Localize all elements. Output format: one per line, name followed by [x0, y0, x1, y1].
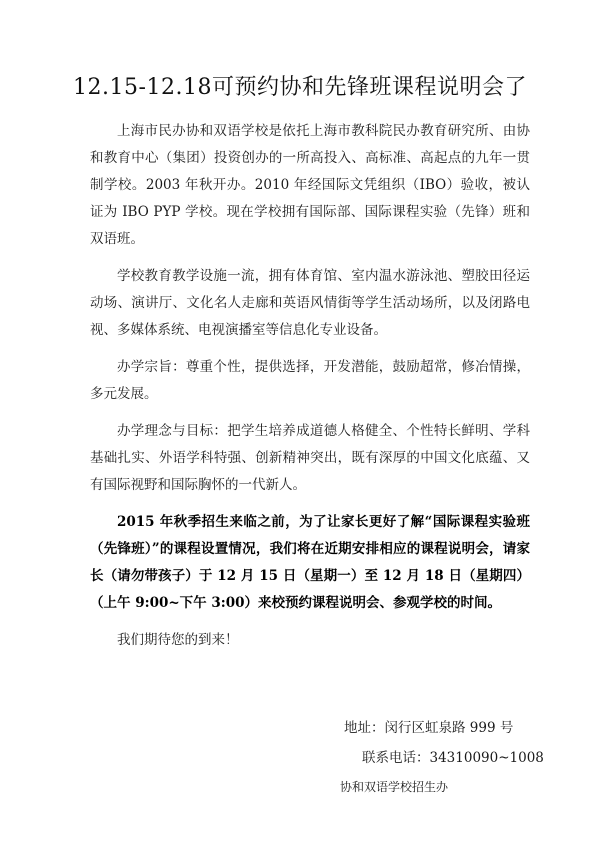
- paragraph-philosophy: 办学理念与目标：把学生培养成道德人格健全、个性特长鲜明、学科基础扎实、外语学科特强、创新精神突出，既有深厚的中国文化底蕴、又有国际视野和国际胸怀的一代新人。: [90, 423, 530, 493]
- address-line: 地址：闵行区虹泉路 999 号: [344, 720, 514, 736]
- page-title: 12.15-12.18可预约协和先锋班课程说明会了: [73, 75, 527, 100]
- office-line: 协和双语学校招生办: [340, 780, 449, 794]
- paragraph-purpose: 办学宗旨：尊重个性，提供选择，开发潜能，鼓励超常，修冶情操，多元发展。: [90, 359, 530, 402]
- phone-line: 联系电话：34310090~1008: [362, 750, 544, 766]
- paragraph-facilities: 学校教育教学设施一流，拥有体育馆、室内温水游泳池、塑胶田径运动场、演讲厅、文化名人走廊和英语风情街等学生活动场所，以及闭路电视、多媒体系统、电视演播室等信息化专业设备。: [90, 268, 530, 338]
- paragraph-closing: 我们期待您的到来！: [117, 632, 239, 648]
- document-body: [90, 118, 530, 664]
- paragraph-announcement: 2015 年秋季招生来临之前，为了让家长更好了解“国际课程实验班（先锋班）”的课程设置情况，我们将在近期安排相应的课程说明会，请家长（请勿带孩子）于 12 月 15 日（星期一）至 12 月 18 日（星期四）（上午 9:00~下午 3:00）来校预约课程说明会、参观学校的时间。: [90, 514, 530, 611]
- paragraph-introduction: 上海市民办协和双语学校是依托上海市教科院民办教育研究所、由协和教育中心（集团）投资创办的一所高投入、高标准、高起点的九年一贯制学校。2003 年秋开办。2010 年经国际文凭组织（IBO）验收，被认证为 IBO PYP 学校。现在学校拥有国际部、国际课程实验（先锋）班和双语班。: [90, 123, 530, 247]
